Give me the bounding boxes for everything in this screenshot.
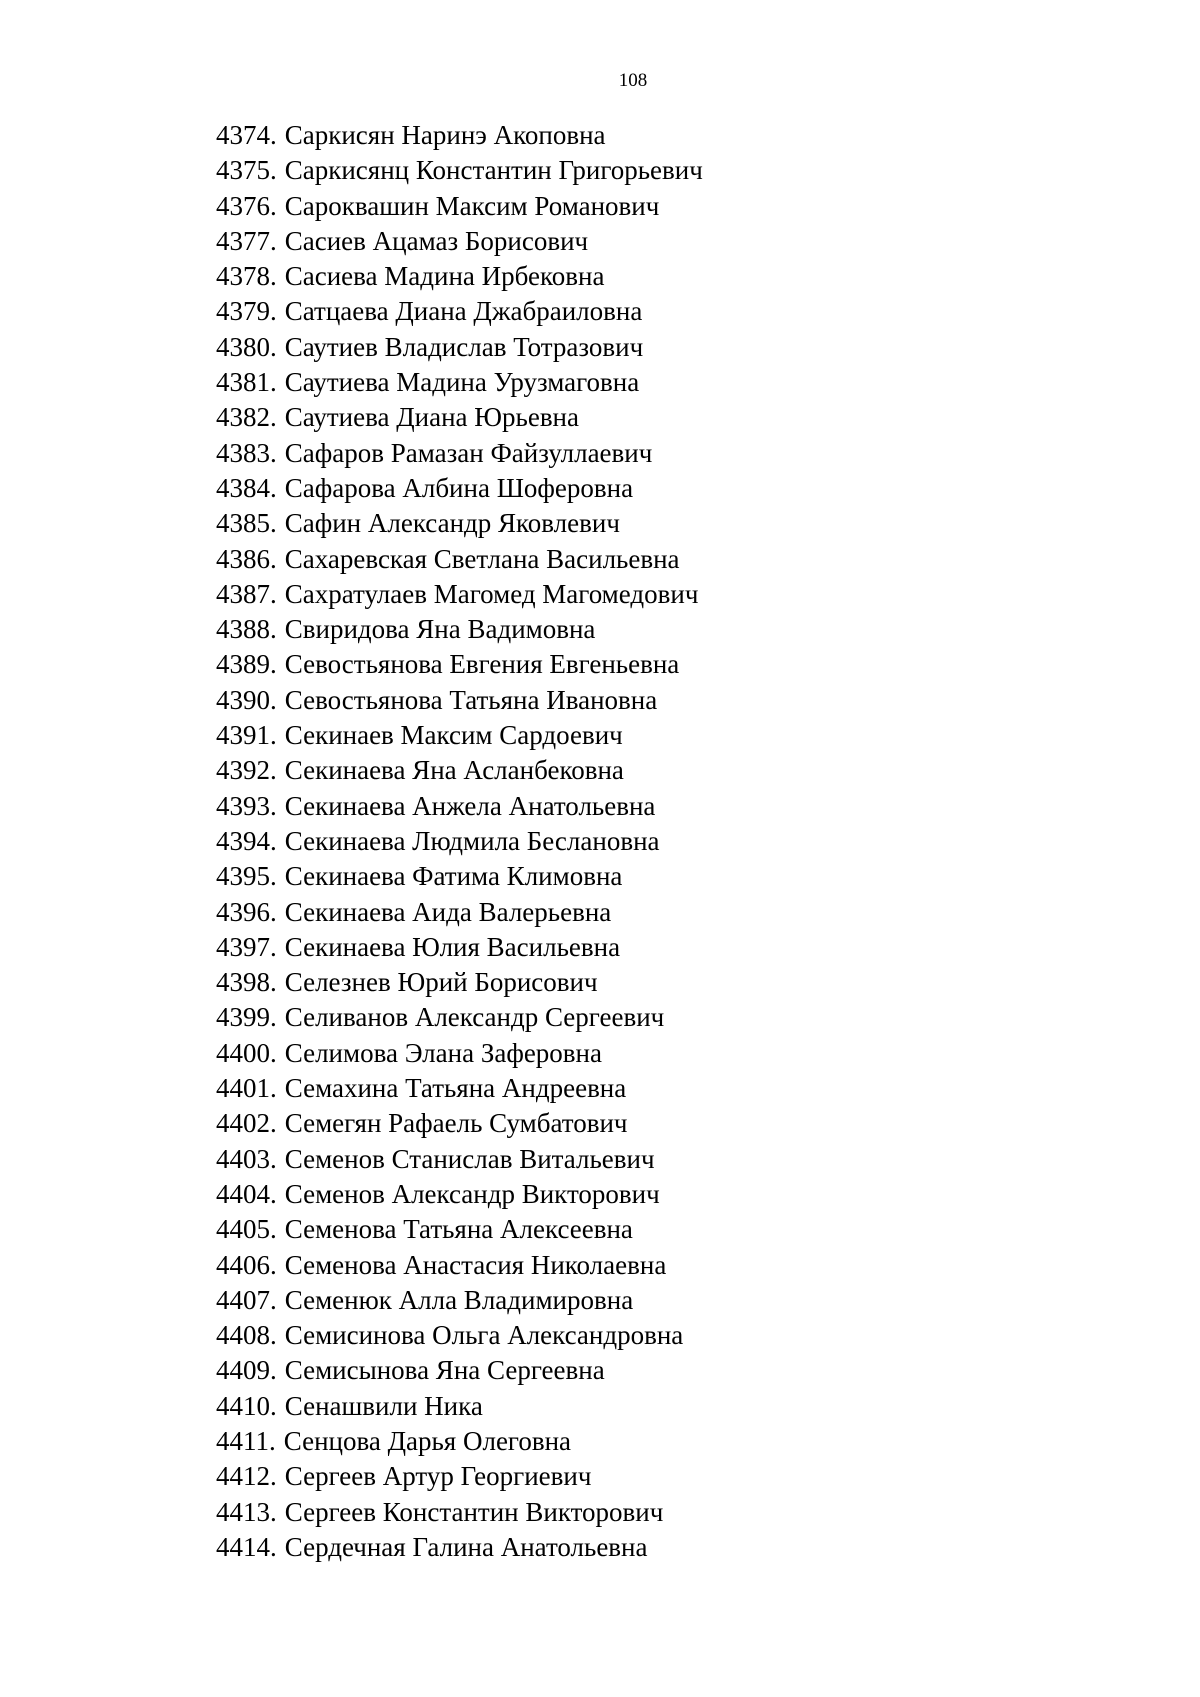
- list-item: [216, 1071, 703, 1106]
- list-item: [216, 895, 703, 930]
- list-item: [216, 330, 703, 365]
- entry-number: 4395.: [216, 861, 277, 892]
- entry-name: Семисынова Яна Сергеевна: [284, 1355, 605, 1386]
- entry-number: 4406.: [216, 1249, 277, 1280]
- list-item: [216, 753, 703, 788]
- entry-name: Сафаров Рамазан Файзуллаевич: [284, 437, 653, 468]
- list-item: [216, 1106, 703, 1141]
- entry-name: Сасиев Ацамаз Борисович: [284, 225, 589, 256]
- list-item: [216, 224, 703, 259]
- entry-number: 4410.: [216, 1390, 277, 1421]
- entry-name: Сасиева Мадина Ирбековна: [284, 261, 605, 292]
- entry-name: Сенашвили Ника: [284, 1390, 483, 1421]
- entry-number: 4394.: [216, 825, 277, 856]
- entry-number: 4409.: [216, 1355, 277, 1386]
- list-item: [216, 189, 703, 224]
- entry-name: Сатцаева Диана Джабраиловна: [284, 296, 643, 327]
- entry-number: 4389.: [216, 649, 277, 680]
- list-item: [216, 1036, 703, 1071]
- entry-name: Семахина Татьяна Андреевна: [284, 1073, 627, 1104]
- entry-name: Семенова Татьяна Алексеевна: [284, 1214, 633, 1245]
- list-item: [216, 965, 703, 1000]
- entry-name: Семисинова Ольга Александровна: [284, 1320, 684, 1351]
- entry-number: 4398.: [216, 967, 277, 998]
- entry-name: Секинаева Яна Асланбековна: [284, 755, 624, 786]
- entry-number: 4386.: [216, 543, 277, 574]
- list-item: [216, 1283, 703, 1318]
- entry-number: 4383.: [216, 437, 277, 468]
- entry-name: Саутиев Владислав Тотразович: [284, 331, 644, 362]
- list-item: [216, 859, 703, 894]
- list-item: [216, 542, 703, 577]
- entry-number: 4400.: [216, 1037, 277, 1068]
- entry-number: 4377.: [216, 225, 277, 256]
- entry-name: Сароквашин Максим Романович: [284, 190, 660, 221]
- entry-number: 4413.: [216, 1496, 277, 1527]
- list-item: [216, 400, 703, 435]
- entry-number: 4397.: [216, 931, 277, 962]
- entry-number: 4382.: [216, 402, 277, 433]
- list-item: [216, 365, 703, 400]
- list-item: [216, 930, 703, 965]
- list-item: [216, 118, 703, 153]
- entry-name: Сафарова Албина Шоферовна: [284, 472, 634, 503]
- entry-number: 4405.: [216, 1214, 277, 1245]
- list-item: [216, 1389, 703, 1424]
- entry-number: 4396.: [216, 896, 277, 927]
- entry-name: Селимова Элана Заферовна: [284, 1037, 602, 1068]
- entry-number: 4380.: [216, 331, 277, 362]
- entry-number: 4376.: [216, 190, 277, 221]
- entry-number: 4378.: [216, 261, 277, 292]
- list-item: [216, 647, 703, 682]
- list-item: [216, 294, 703, 329]
- entry-name: Сергеев Артур Георгиевич: [284, 1461, 592, 1492]
- entry-number: 4401.: [216, 1073, 277, 1104]
- entry-number: 4390.: [216, 684, 277, 715]
- entry-name: Сергеев Константин Викторович: [284, 1496, 664, 1527]
- entry-name: Секинаева Фатима Климовна: [284, 861, 623, 892]
- list-item: [216, 718, 703, 753]
- entry-number: 4402.: [216, 1108, 277, 1139]
- entry-name: Секинаева Юлия Васильевна: [284, 931, 621, 962]
- entry-name: Секинаева Аида Валерьевна: [284, 896, 612, 927]
- entry-name: Семенов Станислав Витальевич: [284, 1143, 655, 1174]
- entry-name: Саркисянц Константин Григорьевич: [284, 155, 703, 186]
- entry-number: 4385.: [216, 508, 277, 539]
- entry-name: Сенцова Дарья Олеговна: [283, 1425, 572, 1456]
- list-item: [216, 1318, 703, 1353]
- entry-name: Сафин Александр Яковлевич: [284, 508, 620, 539]
- entry-name: Секинаева Анжела Анатольевна: [284, 790, 656, 821]
- entry-name: Сердечная Галина Анатольевна: [284, 1531, 648, 1562]
- list-item: [216, 1142, 703, 1177]
- entry-name: Свиридова Яна Вадимовна: [284, 614, 596, 645]
- list-item: [216, 153, 703, 188]
- entry-name: Семенюк Алла Владимировна: [284, 1284, 634, 1315]
- entry-name: Селезнев Юрий Борисович: [284, 967, 598, 998]
- list-item: [216, 612, 703, 647]
- entry-name: Семенова Анастасия Николаевна: [284, 1249, 667, 1280]
- list-item: [216, 1459, 703, 1494]
- list-item: [216, 1495, 703, 1530]
- entry-number: 4399.: [216, 1002, 277, 1033]
- entry-name: Саутиева Мадина Урузмаговна: [284, 367, 640, 398]
- entry-number: 4403.: [216, 1143, 277, 1174]
- entry-name: Сахаревская Светлана Васильевна: [284, 543, 680, 574]
- entry-number: 4407.: [216, 1284, 277, 1315]
- entry-number: 4408.: [216, 1320, 277, 1351]
- entry-number: 4411.: [216, 1425, 276, 1456]
- name-list: [216, 118, 703, 1565]
- entry-number: 4374.: [216, 120, 277, 150]
- entry-number: 4392.: [216, 755, 277, 786]
- list-item: [216, 259, 703, 294]
- list-item: [216, 1248, 703, 1283]
- entry-name: Сахратулаев Магомед Магомедович: [284, 578, 699, 609]
- entry-number: 4404.: [216, 1178, 277, 1209]
- list-item: [216, 683, 703, 718]
- list-item: [216, 1530, 703, 1565]
- entry-number: 4388.: [216, 614, 277, 645]
- list-item: [216, 436, 703, 471]
- list-item: [216, 471, 703, 506]
- entry-number: 4412.: [216, 1461, 277, 1492]
- entry-name: Селиванов Александр Сергеевич: [284, 1002, 665, 1033]
- list-item: [216, 1212, 703, 1247]
- entry-name: Севостьянова Татьяна Ивановна: [284, 684, 658, 715]
- list-item: [216, 1424, 703, 1459]
- entry-number: 4387.: [216, 578, 277, 609]
- entry-number: 4375.: [216, 155, 277, 186]
- entry-number: 4391.: [216, 720, 277, 751]
- list-item: [216, 1000, 703, 1035]
- entry-name: Саркисян Наринэ Акоповна: [284, 120, 606, 150]
- entry-name: Севостьянова Евгения Евгеньевна: [284, 649, 680, 680]
- list-item: [216, 1353, 703, 1388]
- entry-number: 4393.: [216, 790, 277, 821]
- page-number: 108: [618, 70, 648, 91]
- list-item: [216, 1177, 703, 1212]
- entry-name: Секинаев Максим Сардоевич: [284, 720, 623, 751]
- entry-number: 4414.: [216, 1531, 277, 1562]
- list-item: [216, 577, 703, 612]
- entry-name: Семегян Рафаель Сумбатович: [284, 1108, 628, 1139]
- list-item: [216, 824, 703, 859]
- entry-number: 4381.: [216, 367, 277, 398]
- entry-name: Семенов Александр Викторович: [284, 1178, 660, 1209]
- entry-number: 4384.: [216, 472, 277, 503]
- entry-number: 4379.: [216, 296, 277, 327]
- entry-name: Секинаева Людмила Беслановна: [284, 825, 660, 856]
- entry-name: Саутиева Диана Юрьевна: [284, 402, 579, 433]
- list-item: [216, 789, 703, 824]
- list-item: [216, 506, 703, 541]
